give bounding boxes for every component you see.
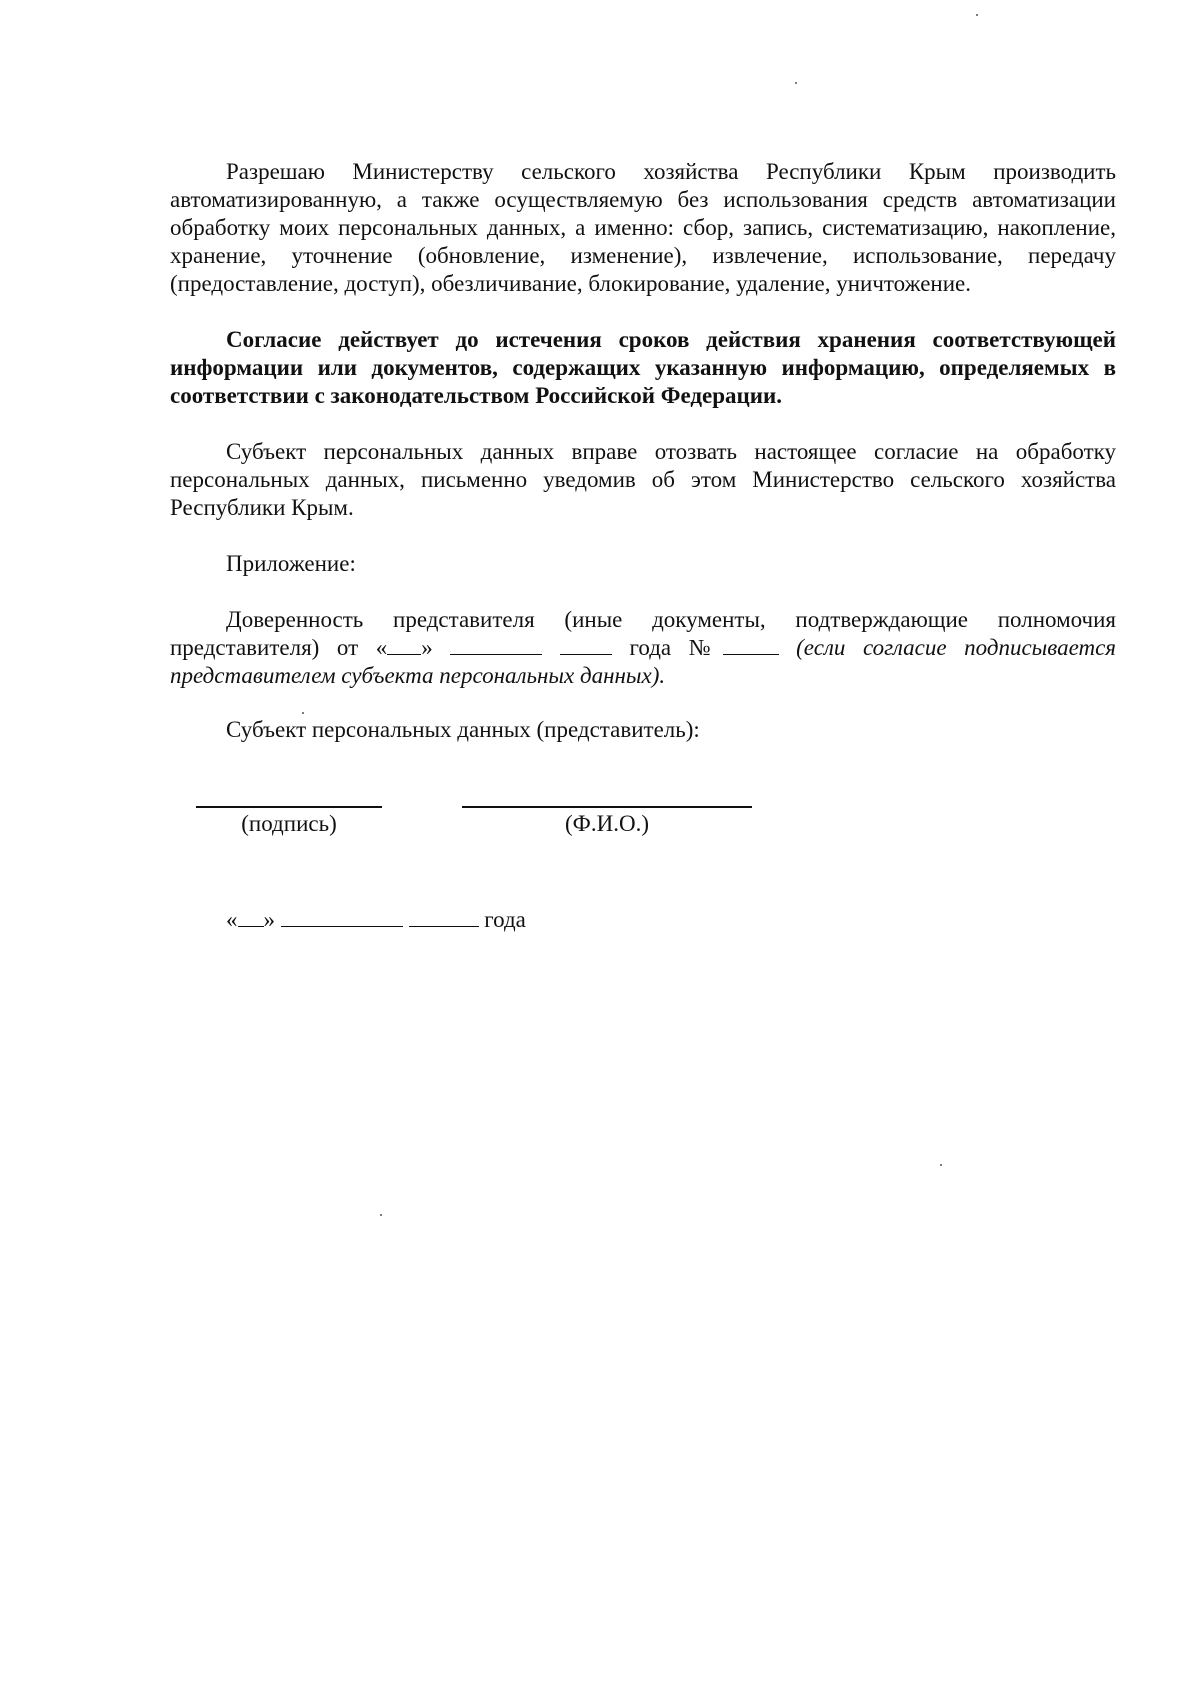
scan-speck xyxy=(795,82,797,84)
poa-number-blank[interactable] xyxy=(723,634,779,655)
date-quote-open: « xyxy=(226,907,238,932)
date-month-blank[interactable] xyxy=(281,906,403,927)
date-day-blank[interactable] xyxy=(238,906,264,927)
validity-paragraph: Согласие действует до истечения сроков действия хранения соответствующей информации или документов, содержащих указанную информацию, определяемых в соответствии с законодательством Российской Федерации. xyxy=(170,327,1116,408)
date-year-blank[interactable] xyxy=(409,906,479,927)
poa-quote-close: » xyxy=(421,635,433,660)
signature-line[interactable] xyxy=(196,806,382,808)
scan-speck xyxy=(976,14,978,16)
scan-speck xyxy=(940,1164,942,1166)
date-year-word: года xyxy=(484,907,526,932)
appendix-heading: Приложение: xyxy=(226,551,356,576)
revocation-paragraph: Субъект персональных данных вправе отозвать настоящее согласие на обработку персональных данных, письменно уведомив об этом Министерство сельского хозяйства Республики Крым. xyxy=(170,439,1116,520)
date-row xyxy=(226,906,526,934)
scan-speck xyxy=(302,712,304,714)
poa-year-word: года № xyxy=(629,635,723,660)
signature-caption: (подпись) xyxy=(241,811,337,836)
power-of-attorney-paragraph xyxy=(170,606,1116,690)
date-quote-close: » xyxy=(263,907,275,932)
subject-label: Субъект персональных данных (представитель): xyxy=(226,717,700,742)
poa-text-start: Доверенность представителя (иные документы, подтверждающие полномочия представителя) от « xyxy=(170,607,1116,660)
poa-note: (если согласие подписывается представителем субъекта персональных данных). xyxy=(170,635,1117,688)
scan-speck xyxy=(380,1214,382,1216)
name-caption: (Ф.И.О.) xyxy=(565,811,649,836)
name-line[interactable] xyxy=(462,806,752,808)
permission-paragraph: Разрешаю Министерству сельского хозяйства Республики Крым производить автоматизированную, а также осуществляемую без использования средств автоматизации обработку моих персональных данных, а именно: сбор, запись, систематизацию, накопление, хранение, уточнение (обновление, изменение), извлечение, использование, передачу (предоставление, доступ), обезличивание, блокирование, удаление, уничтожение. xyxy=(170,159,1116,296)
poa-month-blank[interactable] xyxy=(450,634,542,655)
poa-year-blank[interactable] xyxy=(560,634,612,655)
poa-day-blank[interactable] xyxy=(387,634,421,655)
